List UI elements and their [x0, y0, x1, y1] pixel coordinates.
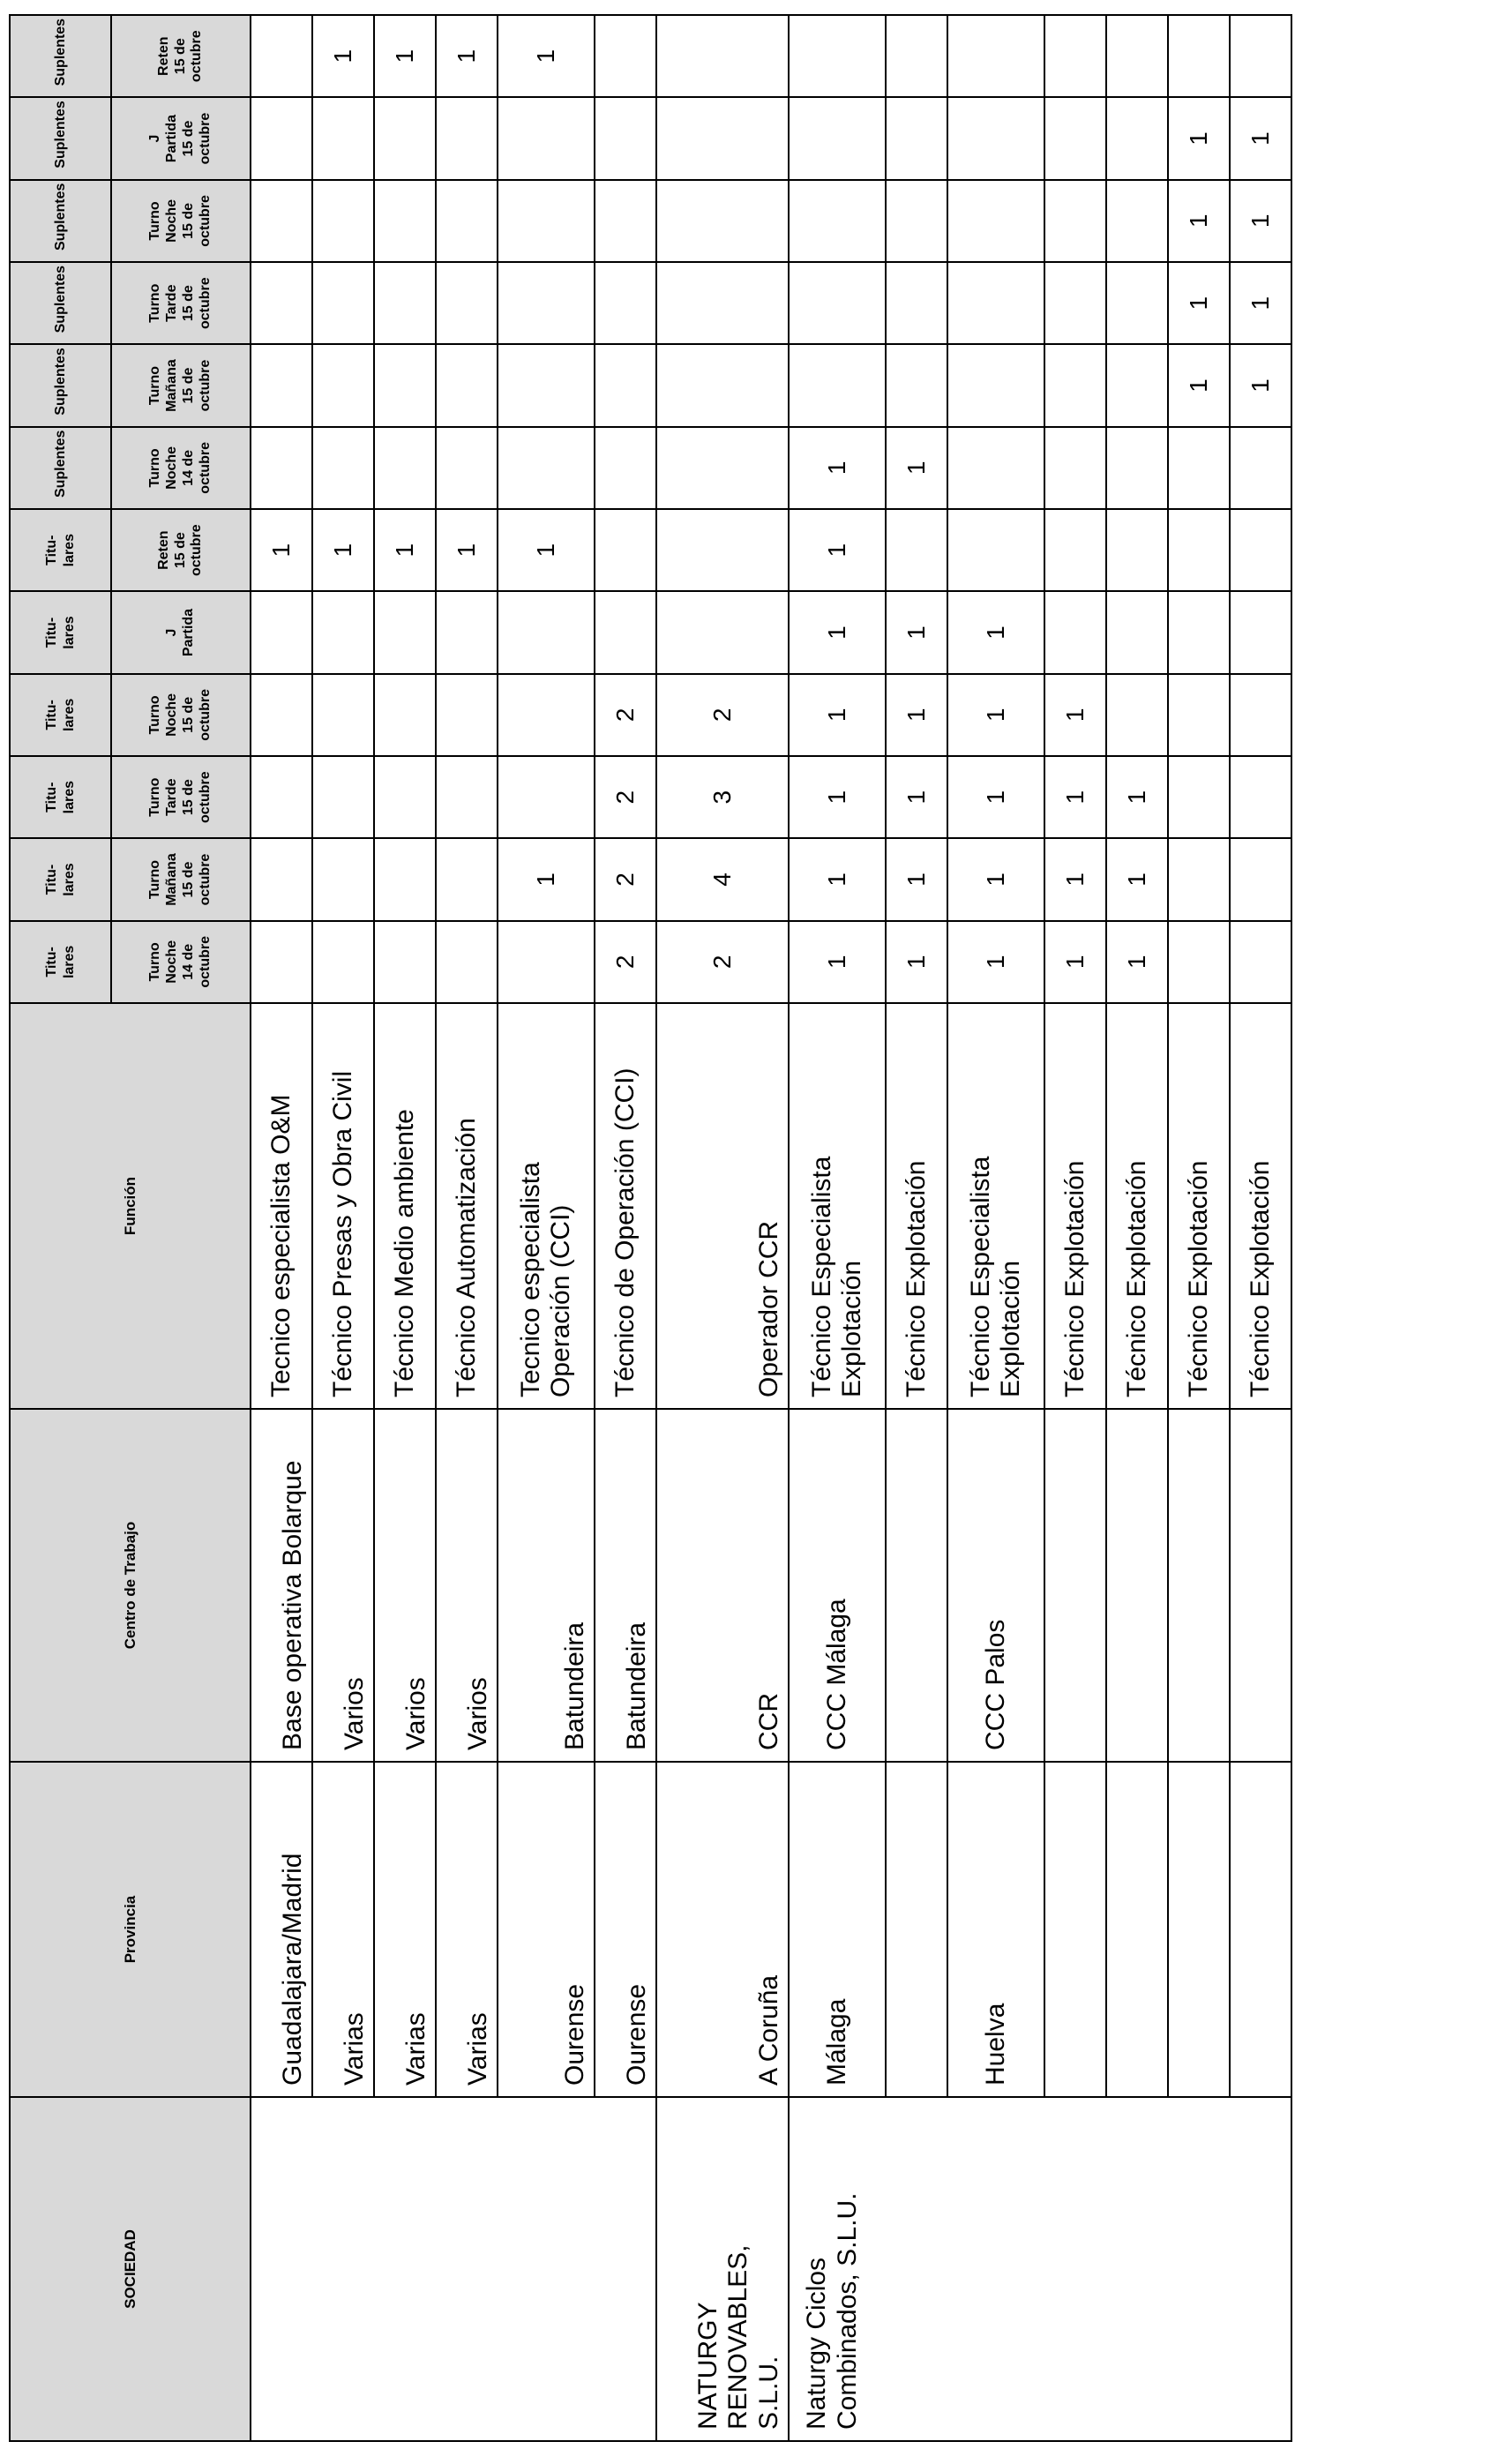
- cell-value: [1106, 509, 1168, 591]
- table-row: [498, 15, 595, 2441]
- cell-value: [1044, 15, 1106, 97]
- cell-value: [1230, 509, 1291, 591]
- cell-value: [1044, 509, 1106, 591]
- table-body: [251, 15, 1291, 2441]
- cell-centro: Varios: [436, 1409, 498, 1762]
- table-row: [251, 15, 312, 2441]
- header-shift: Turno Noche 14 de octubre: [111, 921, 251, 1003]
- cell-value: [1168, 674, 1230, 756]
- table-row: [1044, 15, 1106, 2441]
- cell-centro: Batundeira: [595, 1409, 656, 1762]
- cell-value: [312, 180, 374, 262]
- cell-provincia: A Coruña: [656, 1762, 789, 2097]
- cell-value: [374, 756, 436, 838]
- cell-funcion: Técnico Especialista Explotación: [947, 1003, 1044, 1409]
- cell-provincia: Málaga: [789, 1762, 886, 2097]
- cell-value: 1: [1230, 344, 1291, 426]
- cell-value: 2: [656, 674, 789, 756]
- cell-value: [251, 180, 312, 262]
- cell-value: [886, 15, 947, 97]
- header-group: Titu- lares: [10, 921, 111, 1003]
- cell-value: [789, 344, 886, 426]
- cell-value: [498, 674, 595, 756]
- cell-value: 1: [789, 838, 886, 920]
- header-row-groups: [10, 15, 111, 2441]
- cell-value: [312, 97, 374, 179]
- cell-value: [312, 344, 374, 426]
- cell-value: [312, 921, 374, 1003]
- cell-funcion: Técnico Explotación: [1230, 1003, 1291, 1409]
- cell-value: [1044, 427, 1106, 509]
- cell-value: 1: [498, 15, 595, 97]
- cell-value: 1: [947, 756, 1044, 838]
- cell-value: 1: [1044, 921, 1106, 1003]
- cell-value: [436, 262, 498, 344]
- table-row: [595, 15, 656, 2441]
- cell-value: [1106, 591, 1168, 673]
- cell-provincia: Varias: [374, 1762, 436, 2097]
- cell-value: [595, 180, 656, 262]
- header-group: Titu- lares: [10, 838, 111, 920]
- cell-value: [374, 427, 436, 509]
- cell-value: 1: [374, 509, 436, 591]
- cell-value: 1: [1044, 674, 1106, 756]
- cell-value: [595, 97, 656, 179]
- cell-provincia: Varias: [312, 1762, 374, 2097]
- cell-value: [436, 591, 498, 673]
- cell-value: [595, 427, 656, 509]
- cell-value: [1106, 262, 1168, 344]
- cell-value: [436, 427, 498, 509]
- table-row: [374, 15, 436, 2441]
- cell-value: [374, 262, 436, 344]
- cell-value: [947, 509, 1044, 591]
- cell-value: [947, 180, 1044, 262]
- cell-value: [374, 674, 436, 756]
- cell-centro: CCC Palos: [947, 1409, 1044, 1762]
- cell-value: [1106, 344, 1168, 426]
- cell-value: [595, 15, 656, 97]
- cell-value: 1: [789, 921, 886, 1003]
- header-group: Suplentes: [10, 15, 111, 97]
- cell-value: 1: [1230, 262, 1291, 344]
- header-shift: Reten 15 de octubre: [111, 15, 251, 97]
- cell-value: [1230, 756, 1291, 838]
- cell-value: [498, 591, 595, 673]
- table-row: [656, 15, 789, 2441]
- cell-value: [1168, 756, 1230, 838]
- table-row: [1230, 15, 1291, 2441]
- table-row: [886, 15, 947, 2441]
- header-shift: J Partida 15 de octubre: [111, 97, 251, 179]
- cell-value: [656, 180, 789, 262]
- cell-value: [886, 344, 947, 426]
- cell-value: 2: [595, 838, 656, 920]
- cell-value: [1168, 15, 1230, 97]
- cell-value: 1: [1044, 838, 1106, 920]
- cell-value: [1168, 921, 1230, 1003]
- cell-value: [374, 921, 436, 1003]
- cell-value: 1: [1106, 756, 1168, 838]
- cell-value: [1106, 97, 1168, 179]
- cell-value: [436, 180, 498, 262]
- cell-value: 2: [595, 756, 656, 838]
- cell-value: [436, 97, 498, 179]
- header-shift: Turno Mañana 15 de octubre: [111, 344, 251, 426]
- cell-provincia: [1230, 1762, 1291, 2097]
- cell-value: 1: [886, 591, 947, 673]
- header-funcion: Función: [10, 1003, 251, 1409]
- cell-value: [886, 262, 947, 344]
- cell-value: 1: [436, 15, 498, 97]
- cell-provincia: [1168, 1762, 1230, 2097]
- cell-value: [498, 262, 595, 344]
- cell-value: 1: [947, 838, 1044, 920]
- cell-value: 4: [656, 838, 789, 920]
- cell-value: 1: [886, 838, 947, 920]
- cell-value: [1168, 509, 1230, 591]
- cell-value: [656, 509, 789, 591]
- cell-provincia: [1106, 1762, 1168, 2097]
- cell-value: 1: [789, 509, 886, 591]
- cell-funcion: Técnico Explotación: [1106, 1003, 1168, 1409]
- header-group: Suplentes: [10, 427, 111, 509]
- cell-value: [595, 509, 656, 591]
- cell-value: [498, 344, 595, 426]
- cell-value: [947, 427, 1044, 509]
- cell-value: [1106, 15, 1168, 97]
- cell-value: [1044, 97, 1106, 179]
- table-row: [1106, 15, 1168, 2441]
- cell-value: 1: [1106, 921, 1168, 1003]
- cell-centro: Base operativa Bolarque: [251, 1409, 312, 1762]
- cell-provincia: [886, 1762, 947, 2097]
- cell-value: [374, 591, 436, 673]
- header-provincia: Provincia: [10, 1762, 251, 2097]
- cell-value: [656, 15, 789, 97]
- cell-value: 1: [886, 756, 947, 838]
- cell-value: [251, 97, 312, 179]
- cell-value: 1: [498, 509, 595, 591]
- cell-value: [436, 756, 498, 838]
- cell-value: [436, 344, 498, 426]
- cell-value: 1: [1168, 97, 1230, 179]
- cell-value: 1: [789, 591, 886, 673]
- cell-value: 1: [312, 15, 374, 97]
- header-group: Titu- lares: [10, 509, 111, 591]
- cell-sociedad: NATURGY RENOVABLES, S.L.U.: [656, 2097, 789, 2441]
- cell-value: [498, 756, 595, 838]
- cell-value: [947, 344, 1044, 426]
- cell-value: 1: [886, 674, 947, 756]
- header-shift: Turno Noche 14 de octubre: [111, 427, 251, 509]
- cell-value: [312, 427, 374, 509]
- cell-provincia: Varias: [436, 1762, 498, 2097]
- header-sociedad: SOCIEDAD: [10, 2097, 251, 2441]
- cell-value: [498, 427, 595, 509]
- cell-value: [436, 838, 498, 920]
- cell-value: [251, 756, 312, 838]
- cell-centro: [1106, 1409, 1168, 1762]
- cell-value: 1: [1230, 97, 1291, 179]
- cell-value: [1168, 838, 1230, 920]
- header-shift: Reten 15 de octubre: [111, 509, 251, 591]
- header-shift: Turno Noche 15 de octubre: [111, 180, 251, 262]
- cell-value: [436, 674, 498, 756]
- cell-value: 1: [251, 509, 312, 591]
- cell-value: [251, 674, 312, 756]
- cell-funcion: Tecnico especialista Operación (CCI): [498, 1003, 595, 1409]
- header-group: Suplentes: [10, 344, 111, 426]
- cell-value: [312, 756, 374, 838]
- header-shift: Turno Mañana 15 de octubre: [111, 838, 251, 920]
- header-shift: Turno Tarde 15 de octubre: [111, 756, 251, 838]
- cell-value: [312, 674, 374, 756]
- cell-sociedad-empty: [251, 2097, 656, 2441]
- cell-funcion: Técnico Explotación: [1044, 1003, 1106, 1409]
- cell-value: [789, 262, 886, 344]
- cell-value: [1106, 180, 1168, 262]
- cell-funcion: Técnico Presas y Obra Civil: [312, 1003, 374, 1409]
- cell-value: [251, 262, 312, 344]
- cell-value: 1: [1230, 180, 1291, 262]
- cell-value: [886, 509, 947, 591]
- cell-value: [1230, 591, 1291, 673]
- cell-value: [656, 97, 789, 179]
- cell-value: [1230, 921, 1291, 1003]
- cell-value: 2: [595, 674, 656, 756]
- cell-value: [656, 591, 789, 673]
- cell-funcion: Técnico Explotación: [1168, 1003, 1230, 1409]
- cell-value: 1: [789, 427, 886, 509]
- header-group: Titu- lares: [10, 756, 111, 838]
- cell-value: [1044, 591, 1106, 673]
- cell-value: [1230, 427, 1291, 509]
- cell-centro: CCR: [656, 1409, 789, 1762]
- header-group: Titu- lares: [10, 591, 111, 673]
- cell-value: [886, 97, 947, 179]
- cell-centro: [1044, 1409, 1106, 1762]
- cell-value: 1: [1106, 838, 1168, 920]
- cell-value: [1168, 591, 1230, 673]
- rotated-content: [0, 14, 1292, 2449]
- cell-value: [251, 838, 312, 920]
- cell-value: [374, 180, 436, 262]
- header-centro: Centro de Trabajo: [10, 1409, 251, 1762]
- cell-funcion: Técnico Medio ambiente: [374, 1003, 436, 1409]
- cell-value: 1: [498, 838, 595, 920]
- cell-funcion: Técnico Automatización: [436, 1003, 498, 1409]
- shift-table: [9, 14, 1292, 2442]
- header-shift: Turno Tarde 15 de octubre: [111, 262, 251, 344]
- table-row: [312, 15, 374, 2441]
- cell-value: 1: [1168, 180, 1230, 262]
- cell-centro: Varios: [312, 1409, 374, 1762]
- cell-value: 1: [1044, 756, 1106, 838]
- table-row: [436, 15, 498, 2441]
- cell-funcion: Técnico Explotación: [886, 1003, 947, 1409]
- header-shift: J Partida: [111, 591, 251, 673]
- cell-value: [498, 921, 595, 1003]
- cell-value: [1168, 427, 1230, 509]
- cell-provincia: Guadalajara/Madrid: [251, 1762, 312, 2097]
- cell-value: [1044, 262, 1106, 344]
- cell-value: [436, 921, 498, 1003]
- cell-provincia: [1044, 1762, 1106, 2097]
- cell-value: [251, 15, 312, 97]
- cell-value: [656, 427, 789, 509]
- cell-value: 1: [374, 15, 436, 97]
- cell-value: [1106, 427, 1168, 509]
- cell-value: [251, 344, 312, 426]
- cell-value: [595, 344, 656, 426]
- cell-value: [656, 262, 789, 344]
- cell-value: 1: [789, 756, 886, 838]
- header-group: Suplentes: [10, 262, 111, 344]
- cell-value: [947, 97, 1044, 179]
- cell-funcion: Técnico de Operación (CCI): [595, 1003, 656, 1409]
- cell-value: [1230, 674, 1291, 756]
- cell-value: 1: [1168, 262, 1230, 344]
- cell-value: [1230, 15, 1291, 97]
- table-row: [1168, 15, 1230, 2441]
- cell-centro: Varios: [374, 1409, 436, 1762]
- cell-centro: [1230, 1409, 1291, 1762]
- cell-value: [595, 262, 656, 344]
- table-row: [789, 15, 886, 2441]
- cell-value: [374, 344, 436, 426]
- cell-value: 1: [312, 509, 374, 591]
- cell-value: [886, 180, 947, 262]
- cell-value: [1044, 344, 1106, 426]
- cell-funcion: Técnico Especialista Explotación: [789, 1003, 886, 1409]
- cell-value: [312, 262, 374, 344]
- cell-value: [251, 591, 312, 673]
- header-group: Titu- lares: [10, 674, 111, 756]
- cell-value: 1: [436, 509, 498, 591]
- cell-centro: CCC Málaga: [789, 1409, 886, 1762]
- cell-value: 1: [886, 921, 947, 1003]
- cell-value: 1: [1168, 344, 1230, 426]
- cell-value: 1: [947, 591, 1044, 673]
- cell-funcion: Operador CCR: [656, 1003, 789, 1409]
- header-shift: Turno Noche 15 de octubre: [111, 674, 251, 756]
- cell-value: 3: [656, 756, 789, 838]
- cell-value: [947, 15, 1044, 97]
- cell-value: [947, 262, 1044, 344]
- cell-value: [1230, 838, 1291, 920]
- cell-provincia: Ourense: [498, 1762, 595, 2097]
- cell-value: 2: [595, 921, 656, 1003]
- cell-value: [656, 344, 789, 426]
- cell-value: [1044, 180, 1106, 262]
- cell-value: [789, 15, 886, 97]
- cell-value: [789, 97, 886, 179]
- cell-value: 1: [886, 427, 947, 509]
- cell-value: [251, 921, 312, 1003]
- cell-value: [374, 97, 436, 179]
- cell-value: 1: [947, 921, 1044, 1003]
- cell-centro: Batundeira: [498, 1409, 595, 1762]
- cell-funcion: Tecnico especialista O&M: [251, 1003, 312, 1409]
- cell-value: [312, 838, 374, 920]
- header-group: Suplentes: [10, 180, 111, 262]
- cell-value: 1: [789, 674, 886, 756]
- cell-value: [1106, 674, 1168, 756]
- cell-centro: [1168, 1409, 1230, 1762]
- cell-value: [595, 591, 656, 673]
- cell-provincia: Ourense: [595, 1762, 656, 2097]
- cell-provincia: Huelva: [947, 1762, 1044, 2097]
- cell-value: [312, 591, 374, 673]
- cell-value: 2: [656, 921, 789, 1003]
- cell-value: 1: [947, 674, 1044, 756]
- cell-sociedad: Naturgy Ciclos Combinados, S.L.U.: [789, 2097, 1291, 2441]
- table-row: [947, 15, 1044, 2441]
- header-group: Suplentes: [10, 97, 111, 179]
- cell-value: [374, 838, 436, 920]
- cell-value: [251, 427, 312, 509]
- cell-value: [498, 97, 595, 179]
- cell-centro: [886, 1409, 947, 1762]
- cell-value: [498, 180, 595, 262]
- cell-value: [789, 180, 886, 262]
